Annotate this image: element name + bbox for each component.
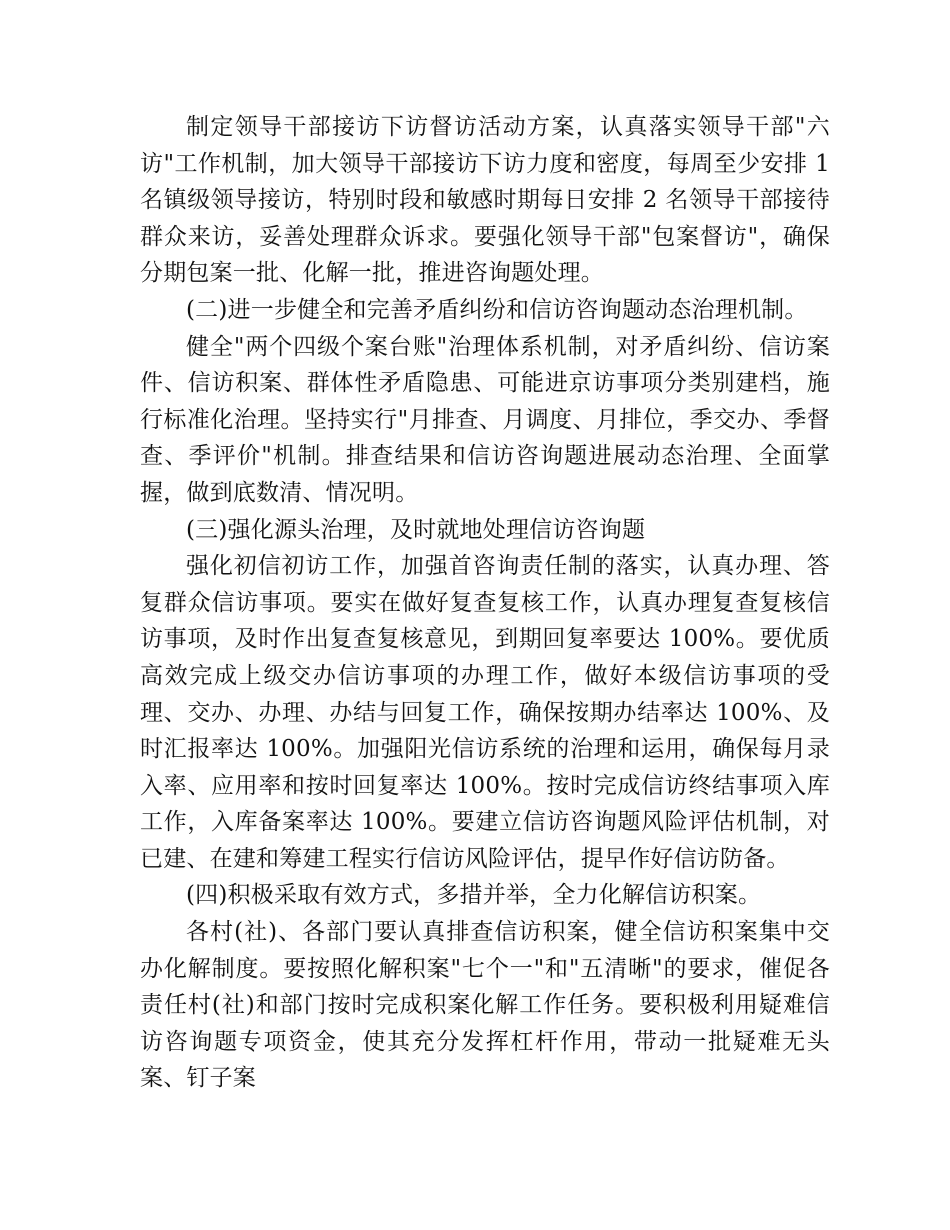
paragraph-source-handling: 强化初信初访工作，加强首咨询责任制的落实，认真办理、答复群众信访事项。要实在做好复查复核工作，认真办理复查复核信访事项，及时作出复查复核意见，到期回复率要达 100%。要优质高效完成上级交办信访事项的办理工作，做好本级信访事项的受理、交办、办理、办结与回复工作，确保按期办结率达 100%、及时汇报率达 100%。加强阳光信访系统的治理和运用，确保每月录入率、应用率和按时回复率达 100%。按时完成信访终结事项入库工作，入库备案率达 100%。要建立信访咨询题风险评估机制，对已建、在建和筹建工程实行信访风险评估，提早作好信访防备。: [140, 553, 830, 872]
paragraph-ledger-system: 健全"两个四级个案台账"治理体系机制，对矛盾纠纷、信访案件、信访积案、群体性矛盾隐患、可能进京访事项分类别建档，施行标准化治理。坚持实行"月排查、月调度、月排位，季交办、季督查、季评价"机制。排查结果和信访咨询题进展动态治理、全面掌握，做到底数清、情况明。: [140, 333, 830, 506]
document-body: [140, 109, 830, 1097]
paragraph-leader-visits: 制定领导干部接访下访督访活动方案，认真落实领导干部"六访"工作机制，加大领导干部接访下访力度和密度，每周至少安排 1 名镇级领导接访，特别时段和敏感时期每日安排 2 名领导干部接待群众来访，妥善处理群众诉求。要强化领导干部"包案督访"，确保分期包案一批、化解一批，推进咨询题处理。: [140, 114, 830, 287]
section-heading-2: (二)进一步健全和完善矛盾纠纷和信访咨询题动态治理机制。: [186, 296, 808, 323]
paragraph-backlog-cases: 各村(社)、各部门要认真排查信访积案，健全信访积案集中交办化解制度。要按照化解积案"七个一"和"五清晰"的要求，催促各责任村(社)和部门按时完成积案化解工作任务。要积极利用疑难信访咨询题专项资金，使其充分发挥杠杆作用，带动一批疑难无头案、钉子案: [140, 919, 830, 1092]
section-heading-4: (四)积极采取有效方式，多措并举，全力化解信访积案。: [186, 882, 762, 909]
section-heading-3: (三)强化源头治理，及时就地处理信访咨询题: [186, 516, 646, 543]
